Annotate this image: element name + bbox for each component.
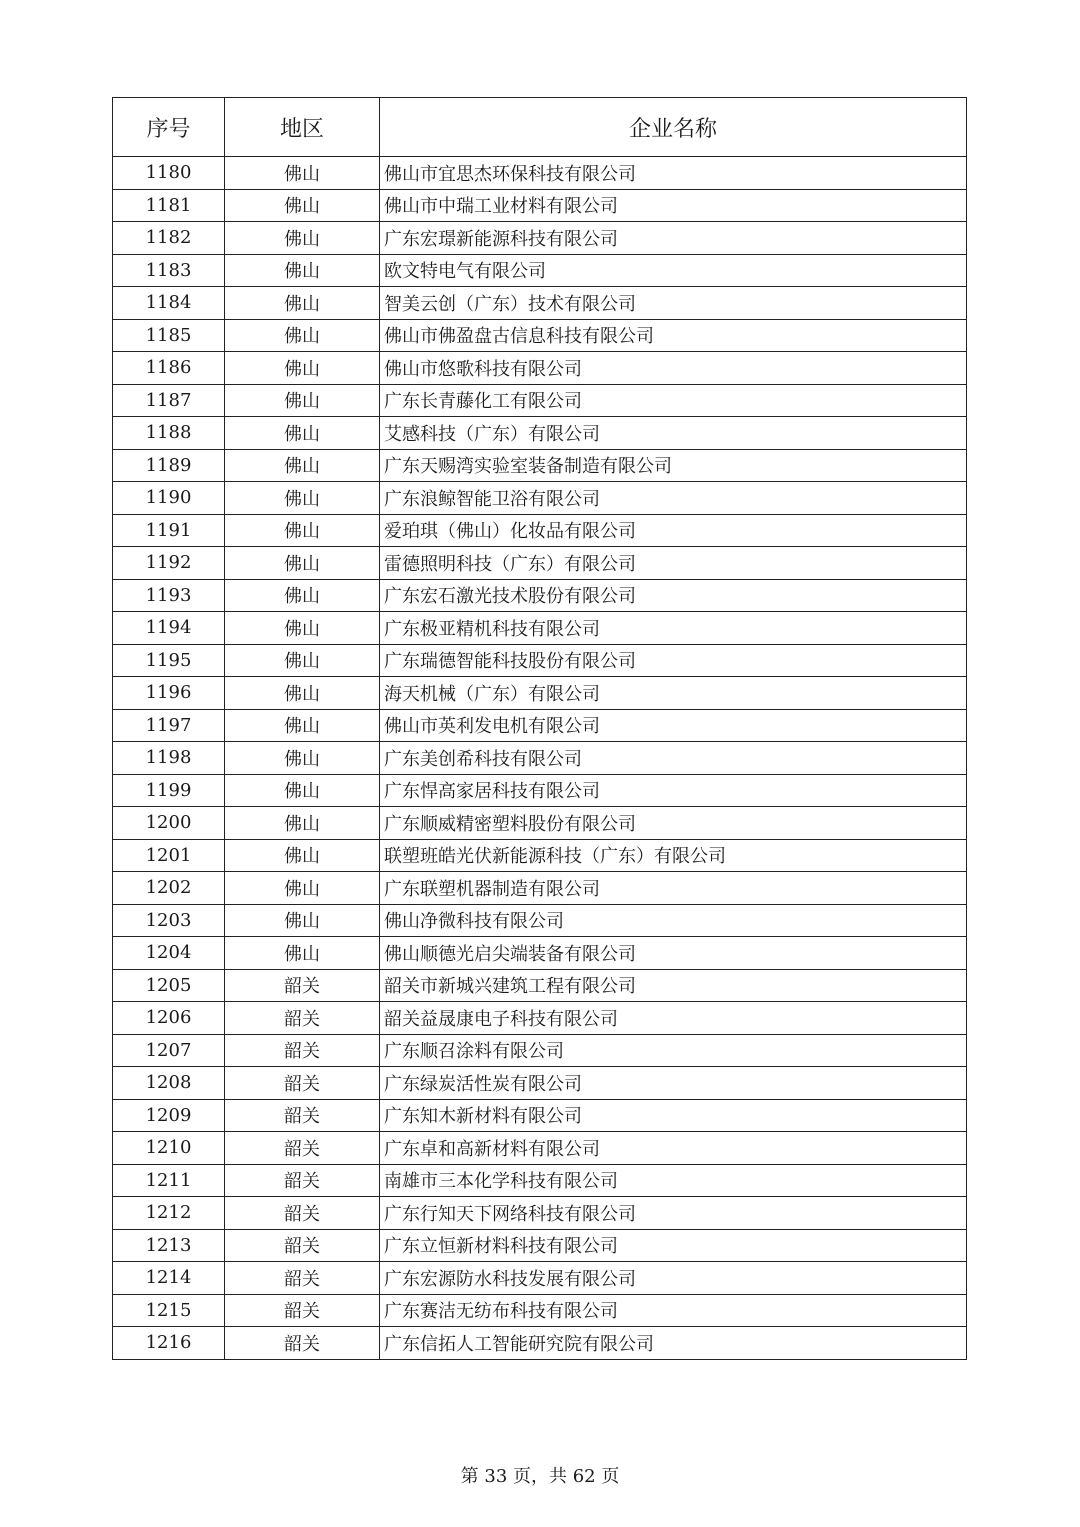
serial-number-cell: 1215 [113, 1294, 225, 1327]
serial-number-cell: 1193 [113, 579, 225, 612]
serial-number-cell: 1212 [113, 1197, 225, 1230]
region-cell: 佛山 [225, 937, 380, 970]
region-cell: 佛山 [225, 287, 380, 320]
region-cell: 韶关 [225, 1262, 380, 1295]
serial-number-cell: 1186 [113, 352, 225, 385]
company-name-cell: 爱珀琪（佛山）化妆品有限公司 [380, 514, 967, 547]
table-row [113, 1002, 967, 1035]
serial-number-cell: 1185 [113, 319, 225, 352]
serial-number-cell: 1189 [113, 449, 225, 482]
region-cell: 佛山 [225, 254, 380, 287]
page-number-footer: 第 33 页，共 62 页 [460, 1466, 620, 1487]
company-name-cell: 广东知木新材料有限公司 [380, 1099, 967, 1132]
region-cell: 韶关 [225, 1002, 380, 1035]
table-row [113, 417, 967, 450]
company-name-cell: 广东信拓人工智能研究院有限公司 [380, 1327, 967, 1360]
serial-number-cell: 1211 [113, 1164, 225, 1197]
table-row [113, 969, 967, 1002]
table-row [113, 287, 967, 320]
table-header-row [113, 98, 967, 157]
region-cell: 韶关 [225, 1067, 380, 1100]
table-row [113, 904, 967, 937]
company-name-cell: 广东宏石激光技术股份有限公司 [380, 579, 967, 612]
serial-number-cell: 1190 [113, 482, 225, 515]
table-row [113, 1294, 967, 1327]
table-row [113, 937, 967, 970]
table-row [113, 579, 967, 612]
table-row [113, 1197, 967, 1230]
company-name-cell: 广东赛洁无纺布科技有限公司 [380, 1294, 967, 1327]
serial-number-cell: 1194 [113, 612, 225, 645]
table-row [113, 1327, 967, 1360]
region-cell: 佛山 [225, 482, 380, 515]
serial-number-cell: 1184 [113, 287, 225, 320]
company-name-cell: 广东浪鲸智能卫浴有限公司 [380, 482, 967, 515]
company-name-cell: 韶关益晟康电子科技有限公司 [380, 1002, 967, 1035]
company-name-cell: 佛山市悠歌科技有限公司 [380, 352, 967, 385]
company-name-cell: 广东行知天下网络科技有限公司 [380, 1197, 967, 1230]
company-name-cell: 海天机械（广东）有限公司 [380, 677, 967, 710]
region-cell: 韶关 [225, 969, 380, 1002]
company-name-cell: 广东瑞德智能科技股份有限公司 [380, 644, 967, 677]
table-row [113, 677, 967, 710]
table-row [113, 449, 967, 482]
serial-number-cell: 1202 [113, 872, 225, 905]
table-row [113, 612, 967, 645]
table-body [113, 157, 967, 1360]
company-name-cell: 广东极亚精机科技有限公司 [380, 612, 967, 645]
header-serial-number: 序号 [113, 98, 225, 157]
serial-number-cell: 1213 [113, 1229, 225, 1262]
serial-number-cell: 1192 [113, 547, 225, 580]
serial-number-cell: 1188 [113, 417, 225, 450]
region-cell: 韶关 [225, 1197, 380, 1230]
region-cell: 佛山 [225, 742, 380, 775]
company-name-cell: 广东卓和高新材料有限公司 [380, 1132, 967, 1165]
table-row [113, 254, 967, 287]
serial-number-cell: 1209 [113, 1099, 225, 1132]
serial-number-cell: 1196 [113, 677, 225, 710]
serial-number-cell: 1203 [113, 904, 225, 937]
region-cell: 韶关 [225, 1132, 380, 1165]
table-row [113, 319, 967, 352]
company-name-cell: 雷德照明科技（广东）有限公司 [380, 547, 967, 580]
serial-number-cell: 1182 [113, 222, 225, 255]
table-row [113, 1067, 967, 1100]
region-cell: 佛山 [225, 514, 380, 547]
company-name-cell: 广东长青藤化工有限公司 [380, 384, 967, 417]
region-cell: 佛山 [225, 319, 380, 352]
table-row [113, 1262, 967, 1295]
company-name-cell: 佛山市宜思杰环保科技有限公司 [380, 157, 967, 190]
table-row [113, 1229, 967, 1262]
serial-number-cell: 1207 [113, 1034, 225, 1067]
serial-number-cell: 1201 [113, 839, 225, 872]
region-cell: 佛山 [225, 547, 380, 580]
serial-number-cell: 1200 [113, 807, 225, 840]
table-row [113, 547, 967, 580]
serial-number-cell: 1214 [113, 1262, 225, 1295]
serial-number-cell: 1197 [113, 709, 225, 742]
serial-number-cell: 1183 [113, 254, 225, 287]
company-name-cell: 佛山市佛盈盘古信息科技有限公司 [380, 319, 967, 352]
region-cell: 佛山 [225, 677, 380, 710]
region-cell: 佛山 [225, 352, 380, 385]
table-row [113, 774, 967, 807]
table-row [113, 742, 967, 775]
serial-number-cell: 1210 [113, 1132, 225, 1165]
table-row [113, 1034, 967, 1067]
region-cell: 佛山 [225, 807, 380, 840]
table-row [113, 514, 967, 547]
table-row [113, 644, 967, 677]
region-cell: 佛山 [225, 417, 380, 450]
company-name-cell: 广东宏源防水科技发展有限公司 [380, 1262, 967, 1295]
region-cell: 佛山 [225, 872, 380, 905]
table-row [113, 1099, 967, 1132]
serial-number-cell: 1181 [113, 189, 225, 222]
serial-number-cell: 1195 [113, 644, 225, 677]
header-region: 地区 [225, 98, 380, 157]
region-cell: 韶关 [225, 1099, 380, 1132]
company-name-cell: 佛山市中瑞工业材料有限公司 [380, 189, 967, 222]
table-row [113, 482, 967, 515]
serial-number-cell: 1187 [113, 384, 225, 417]
serial-number-cell: 1208 [113, 1067, 225, 1100]
company-name-cell: 智美云创（广东）技术有限公司 [380, 287, 967, 320]
table-row [113, 872, 967, 905]
company-name-cell: 韶关市新城兴建筑工程有限公司 [380, 969, 967, 1002]
table-row [113, 709, 967, 742]
region-cell: 佛山 [225, 904, 380, 937]
region-cell: 佛山 [225, 189, 380, 222]
region-cell: 佛山 [225, 579, 380, 612]
region-cell: 佛山 [225, 839, 380, 872]
company-name-cell: 佛山净微科技有限公司 [380, 904, 967, 937]
region-cell: 韶关 [225, 1294, 380, 1327]
region-cell: 韶关 [225, 1034, 380, 1067]
serial-number-cell: 1191 [113, 514, 225, 547]
region-cell: 佛山 [225, 774, 380, 807]
company-name-cell: 欧文特电气有限公司 [380, 254, 967, 287]
region-cell: 佛山 [225, 644, 380, 677]
table-row [113, 807, 967, 840]
company-name-cell: 艾感科技（广东）有限公司 [380, 417, 967, 450]
header-company-name: 企业名称 [380, 98, 967, 157]
company-name-cell: 广东联塑机器制造有限公司 [380, 872, 967, 905]
company-name-cell: 佛山顺德光启尖端装备有限公司 [380, 937, 967, 970]
serial-number-cell: 1206 [113, 1002, 225, 1035]
region-cell: 韶关 [225, 1164, 380, 1197]
company-name-cell: 广东美创希科技有限公司 [380, 742, 967, 775]
serial-number-cell: 1204 [113, 937, 225, 970]
company-name-cell: 联塑班皓光伏新能源科技（广东）有限公司 [380, 839, 967, 872]
region-cell: 佛山 [225, 709, 380, 742]
company-name-cell: 广东天赐湾实验室装备制造有限公司 [380, 449, 967, 482]
company-name-cell: 广东绿炭活性炭有限公司 [380, 1067, 967, 1100]
table-row [113, 352, 967, 385]
serial-number-cell: 1205 [113, 969, 225, 1002]
company-name-cell: 南雄市三本化学科技有限公司 [380, 1164, 967, 1197]
serial-number-cell: 1198 [113, 742, 225, 775]
company-name-cell: 广东宏璟新能源科技有限公司 [380, 222, 967, 255]
table-row [113, 1164, 967, 1197]
company-name-cell: 广东顺威精密塑料股份有限公司 [380, 807, 967, 840]
company-name-cell: 广东顺召涂料有限公司 [380, 1034, 967, 1067]
serial-number-cell: 1216 [113, 1327, 225, 1360]
table-row [113, 222, 967, 255]
region-cell: 佛山 [225, 449, 380, 482]
table-row [113, 1132, 967, 1165]
company-list-table [112, 97, 967, 1360]
region-cell: 佛山 [225, 384, 380, 417]
company-name-cell: 佛山市英利发电机有限公司 [380, 709, 967, 742]
region-cell: 佛山 [225, 157, 380, 190]
table-row [113, 189, 967, 222]
region-cell: 佛山 [225, 612, 380, 645]
company-name-cell: 广东悍高家居科技有限公司 [380, 774, 967, 807]
table-row [113, 157, 967, 190]
company-name-cell: 广东立恒新材料科技有限公司 [380, 1229, 967, 1262]
region-cell: 佛山 [225, 222, 380, 255]
region-cell: 韶关 [225, 1327, 380, 1360]
serial-number-cell: 1180 [113, 157, 225, 190]
serial-number-cell: 1199 [113, 774, 225, 807]
table-row [113, 839, 967, 872]
region-cell: 韶关 [225, 1229, 380, 1262]
table-row [113, 384, 967, 417]
